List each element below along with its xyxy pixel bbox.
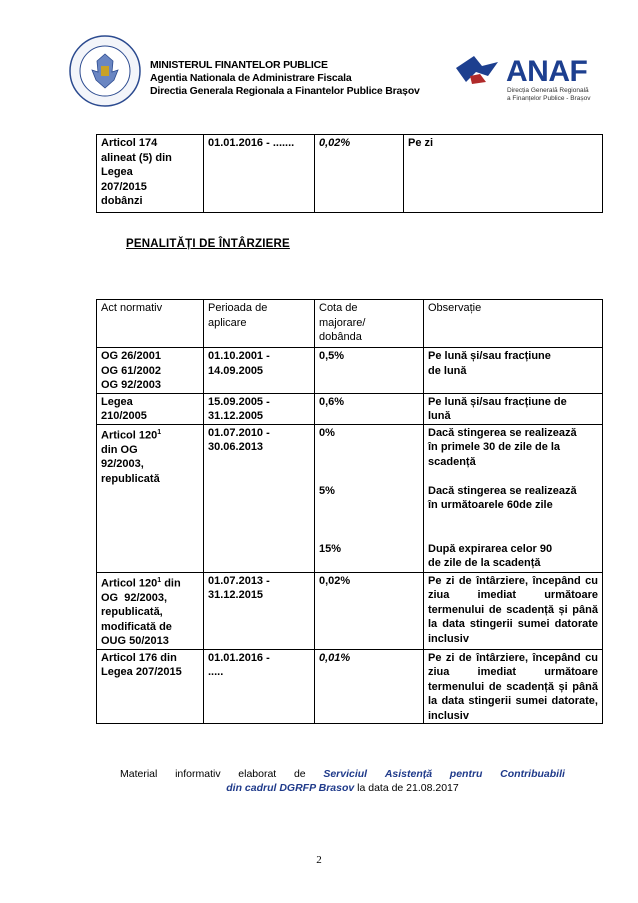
footer-line-2: [120, 781, 565, 795]
cell-period: 01.01.2016 - .......: [204, 135, 315, 213]
ministry-heading: [150, 59, 420, 98]
table-row: [97, 135, 603, 213]
cell-line: OG 92/2003: [101, 379, 161, 391]
ministry-line-2: Agentia Nationala de Administrare Fiscala: [150, 72, 352, 84]
cell-observation: Pe zi: [404, 135, 603, 213]
rate-value: 5%: [319, 484, 335, 497]
table-row: [97, 649, 603, 724]
ministry-seal-icon: [68, 34, 142, 108]
cell-line: 31.12.2005: [208, 410, 264, 422]
cell-line: 15.09.2005 -: [208, 395, 270, 408]
cell-act: [97, 424, 204, 572]
cell-line: OG 26/2001: [101, 350, 161, 362]
ministry-line-1: MINISTERUL FINANTELOR PUBLICE: [150, 59, 328, 71]
cell-line: 14.09.2005: [208, 364, 264, 377]
cell-line: dobânzi: [101, 195, 143, 207]
cell-rate: 0,02%: [315, 572, 424, 649]
footer-word: Contribuabili: [500, 768, 565, 780]
header-rate: [315, 300, 424, 348]
cell-observation: Pe zi de întârziere, începând cu ziua imediat următoare termenului de scadență și până la data stingerii sumei datorate, inclusiv: [424, 649, 603, 724]
footer-line-1: [120, 767, 565, 781]
header-label: Act normativ: [101, 302, 163, 314]
cell-line: După expirarea celor 90: [428, 542, 553, 555]
cell-line: republicată,: [101, 606, 163, 619]
table-row: [97, 572, 603, 649]
penalties-table: [96, 299, 603, 724]
cell-line: în primele 30 de zile de la: [428, 441, 561, 453]
ministry-line-3: Directia Generala Regionala a Finantelor Publice Brașov: [150, 85, 420, 97]
cell-period: [204, 393, 315, 424]
table-header-row: [97, 300, 603, 348]
observation-block: [428, 542, 598, 571]
header-label: Cota de: [319, 302, 358, 314]
cell-line: 01.07.2013 -: [208, 574, 270, 587]
header-observation: [424, 300, 603, 348]
page-header: [0, 0, 638, 115]
cell-rate: 0,6%: [315, 393, 424, 424]
cell-act: [97, 649, 204, 724]
header-label: Observație: [428, 302, 482, 314]
anaf-subtitle: [507, 87, 590, 103]
cell-period: [204, 424, 315, 572]
header-act: [97, 300, 204, 348]
cell-rate: 0,01%: [315, 649, 424, 724]
act-text: din: [161, 577, 181, 590]
observation-block: [428, 484, 598, 542]
cell-line: Pe lună și/sau fracțiune de: [428, 395, 567, 408]
cell-observation: [424, 393, 603, 424]
cell-rate: [315, 424, 424, 572]
cell-line: 31.12.2015: [208, 589, 264, 601]
superscript: 1: [157, 428, 162, 436]
cell-act: [97, 572, 204, 649]
cell-line: din OG: [101, 443, 138, 456]
table-row: [97, 424, 603, 572]
superscript: 1: [157, 576, 162, 584]
cell-observation: [424, 348, 603, 394]
anaf-sub-line-2: a Finanțelor Publice - Brașov: [507, 95, 591, 102]
footer-word: de: [293, 768, 306, 780]
interest-table: [96, 134, 603, 213]
footer-word: Material: [120, 768, 158, 780]
cell-line: Dacă stingerea se realizează: [428, 484, 577, 497]
rate-value: 15%: [319, 542, 342, 555]
cell-line: Articol 174: [101, 137, 158, 149]
cell-line: Articol 176 din: [101, 651, 177, 664]
header-period: [204, 300, 315, 348]
header-label: aplicare: [208, 316, 247, 329]
header-label: majorare/: [319, 316, 366, 329]
cell-line: Legea: [101, 395, 133, 408]
table-row: [97, 393, 603, 424]
footer-word: Serviciul: [323, 768, 368, 780]
footer-emphasis: din cadrul DGRFP Brasov: [226, 782, 355, 794]
header-label: dobânda: [319, 331, 362, 343]
cell-rate: 0,5%: [315, 348, 424, 394]
table-row: [97, 348, 603, 394]
act-text: Articol 120: [101, 577, 158, 590]
cell-line: republicată: [101, 472, 160, 485]
cell-line: modificată de: [101, 620, 172, 633]
cell-line: OG 61/2002: [101, 364, 161, 377]
cell-line: 01.01.2016 -: [208, 651, 270, 664]
footer-note: [120, 767, 565, 795]
footer-word: informativ: [175, 768, 221, 780]
observation-block: [428, 426, 598, 484]
footer-word: elaborat: [238, 768, 277, 780]
cell-line: OG 92/2003,: [101, 591, 168, 604]
cell-line: lună: [428, 410, 451, 422]
footer-word: pentru: [449, 768, 483, 780]
cell-period: [204, 348, 315, 394]
cell-act: [97, 393, 204, 424]
cell-line: 92/2003,: [101, 458, 144, 471]
cell-rate: 0,02%: [315, 135, 404, 213]
cell-line: Legea 207/2015: [101, 666, 182, 679]
page-number: 2: [316, 854, 322, 866]
cell-period: [204, 649, 315, 724]
cell-line: în următoarele 60de zile: [428, 499, 553, 511]
cell-line: Pe lună și/sau fracțiune: [428, 350, 551, 362]
cell-line: .....: [208, 666, 224, 679]
cell-line: 210/2005: [101, 410, 147, 422]
cell-observation: [424, 424, 603, 572]
cell-act: [97, 348, 204, 394]
anaf-sub-line-1: Direcția Generală Regională: [507, 87, 589, 94]
cell-act: [97, 135, 204, 213]
cell-line: de lună: [428, 364, 467, 377]
header-label: Perioada de: [208, 302, 268, 314]
cell-line: alineat (5) din: [101, 151, 172, 164]
cell-period: [204, 572, 315, 649]
cell-line: 01.10.2001 -: [208, 350, 270, 362]
cell-line: de zile de la scadență: [428, 557, 541, 569]
cell-line: [101, 574, 199, 591]
cell-line: Dacă stingerea se realizează: [428, 426, 577, 439]
anaf-logo-text: ANAF: [506, 55, 588, 88]
section-title: PENALITĂȚI DE ÎNTÂRZIERE: [126, 238, 290, 250]
footer-word: Asistență: [384, 768, 433, 780]
cell-observation: Pe zi de întârziere, începând cu ziua imediat următoare termenului de scadență și până la data stingerii sumei datorate inclusiv: [424, 572, 603, 649]
cell-line: 01.07.2010 -: [208, 426, 270, 439]
cell-line: 207/2015: [101, 180, 147, 193]
cell-line: scadență: [428, 455, 476, 468]
act-text: Articol 120: [101, 429, 158, 442]
cell-line: [101, 426, 199, 443]
rate-value: 0%: [319, 426, 335, 439]
cell-line: 30.06.2013: [208, 441, 264, 453]
footer-date: la data de 21.08.2017: [354, 782, 459, 794]
cell-line: OUG 50/2013: [101, 635, 169, 648]
cell-line: Legea: [101, 166, 133, 178]
